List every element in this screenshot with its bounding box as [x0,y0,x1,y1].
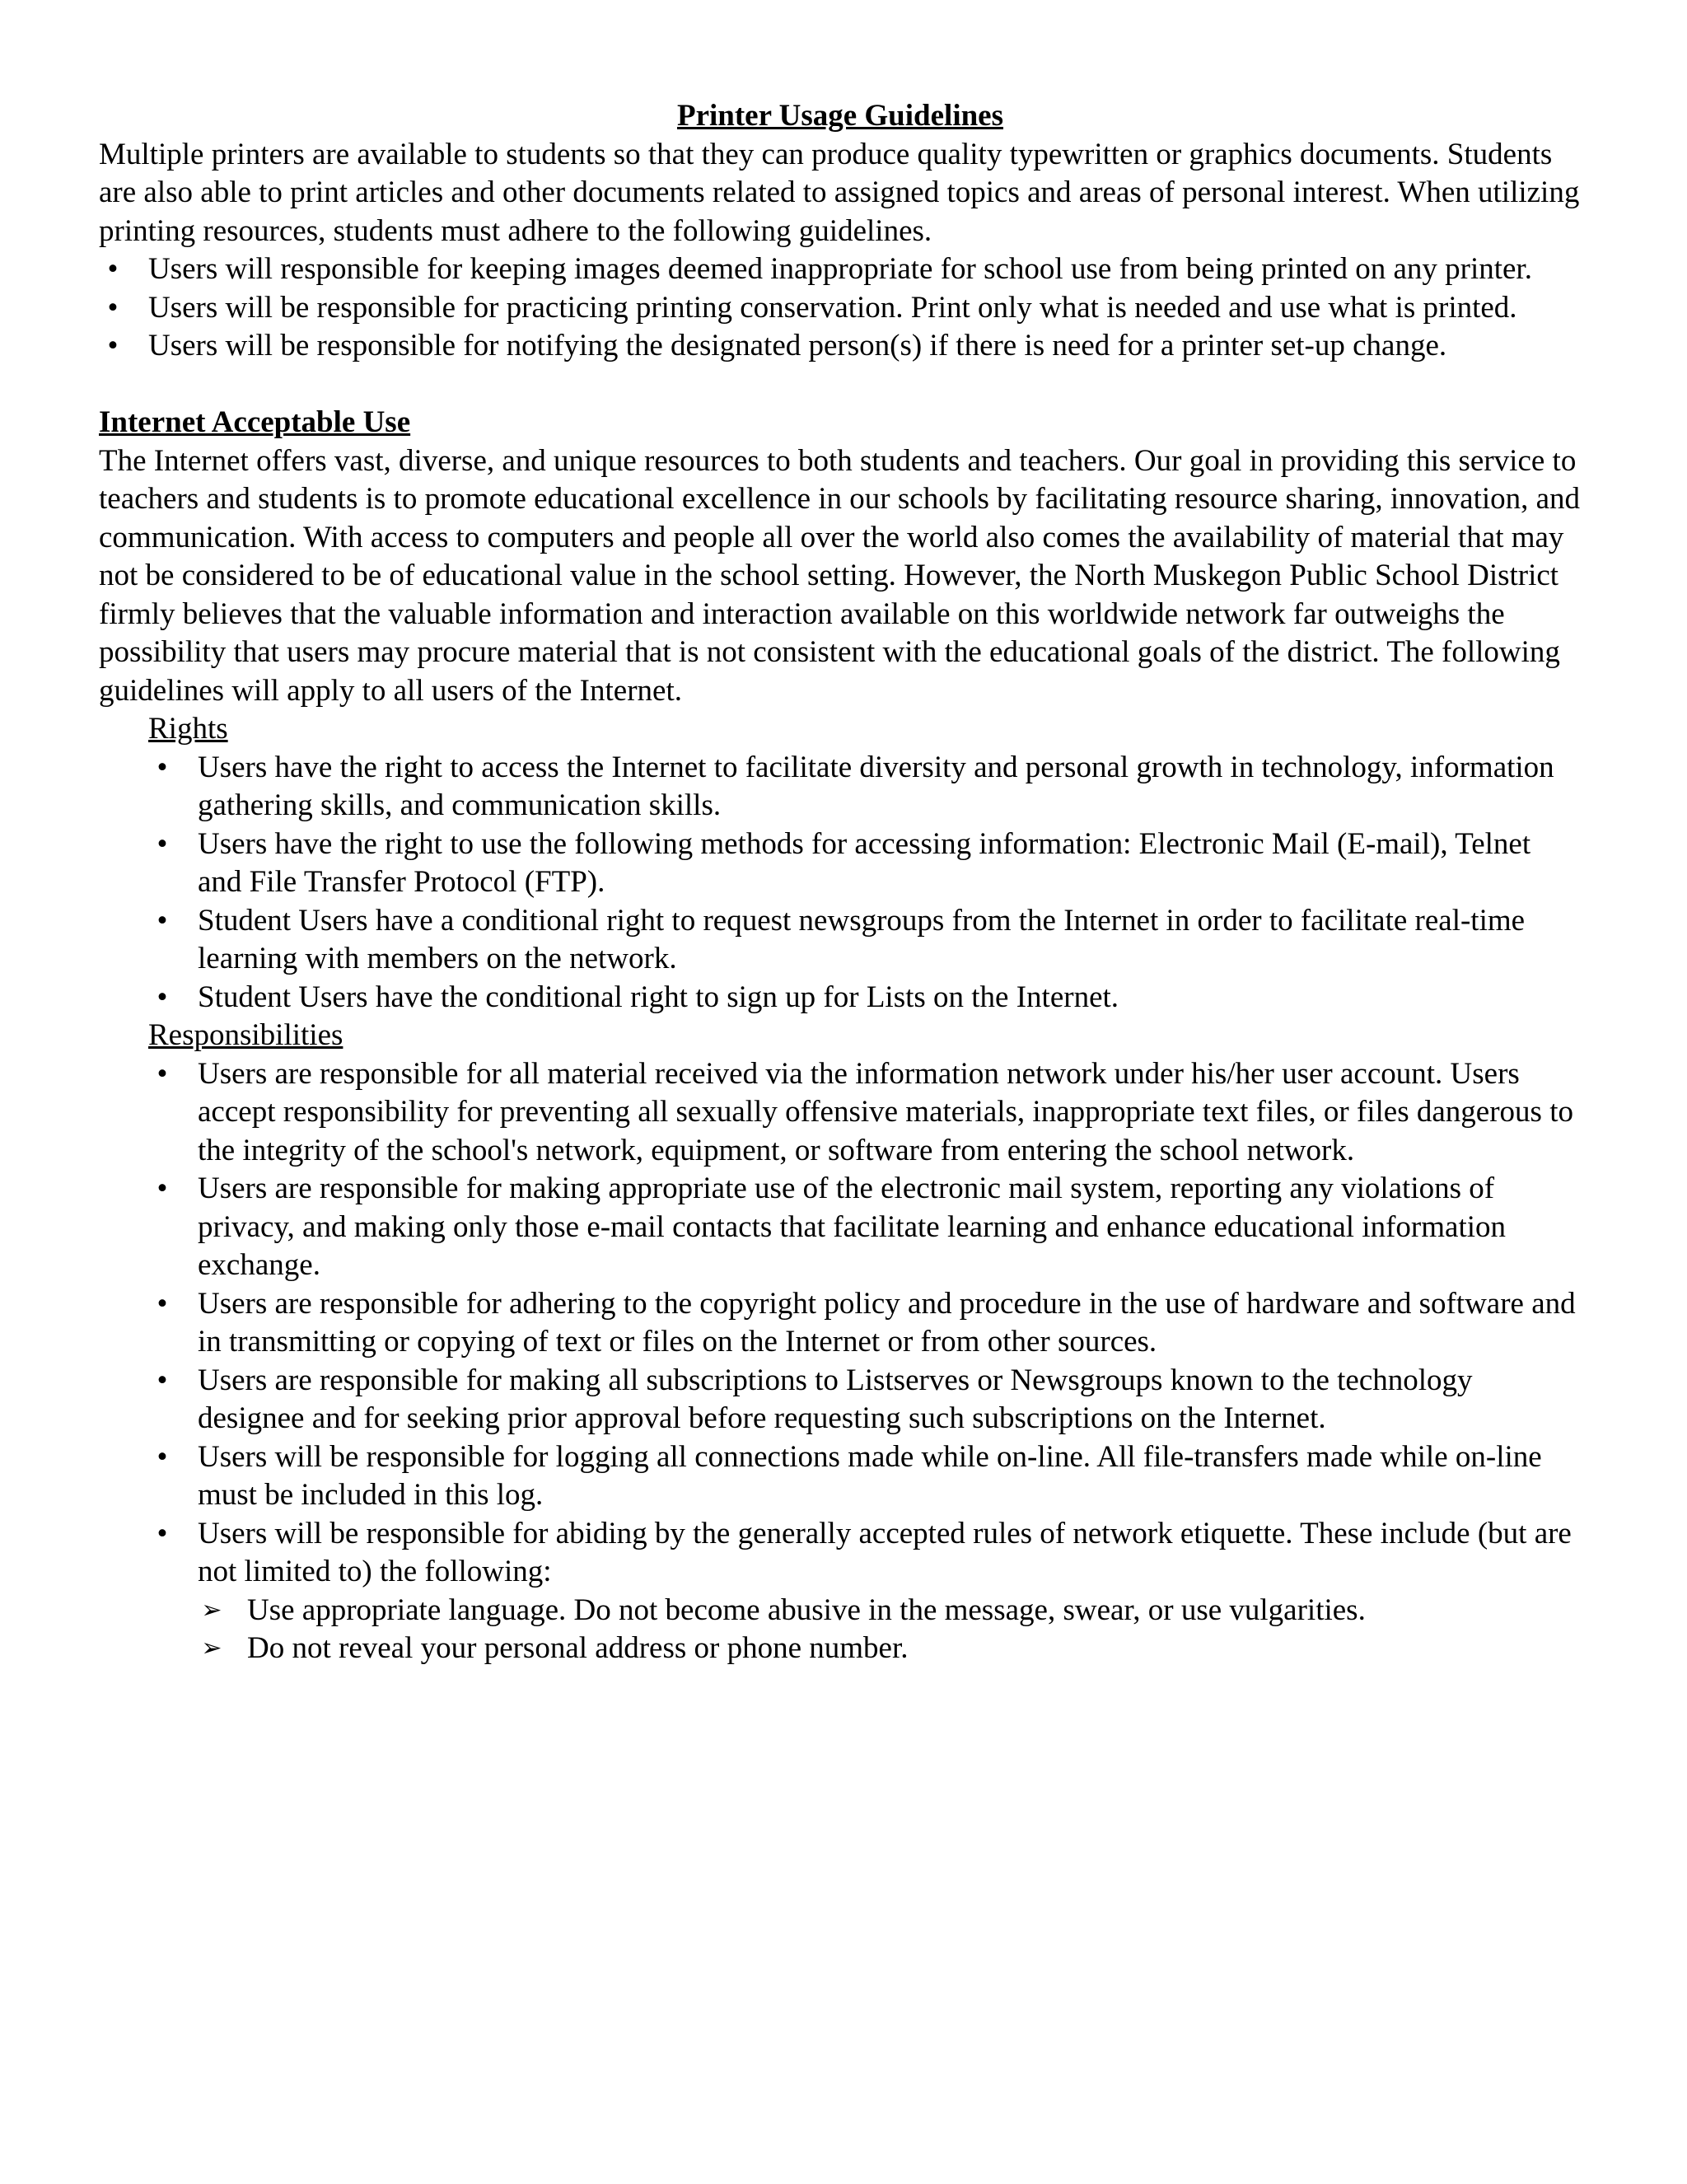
printer-section-title: Printer Usage Guidelines [676,99,1003,133]
list-item [99,289,1582,328]
bullet-icon: • [157,1363,168,1397]
bullet-icon: • [107,252,119,286]
internet-intro-paragraph: The Internet offers vast, diverse, and unique resources to both students and teachers. Our goal in providing this service to teachers and students is to promote educational excellence in our schools by facilitating resource sharing, innovation, and communication. With access to computers and people all over the world also comes the availability of material that may not be considered to be of educational value in the school setting. However, the North Muskegon Public School District firmly believes that the valuable information and interaction available on this worldwide network far outweighs the possibility that users may procure material that is not consistent with the educational goals of the district. The following guidelines will apply to all users of the Internet. [99,443,1581,708]
list-item-text: Users are responsible for making appropriate use of the electronic mail system, reporting any violations of privacy, and making only those e-mail contacts that facilitate learning and enhance educational information exchange. [198,1172,1507,1282]
list-item [99,1170,1582,1285]
bullet-icon: • [157,750,168,784]
rights-list [99,749,1582,1017]
list-item-text: Student Users have a conditional right to request newsgroups from the Internet in order to facilitate real-time learning with members on the network. [198,903,1526,975]
printer-guidelines-list [99,250,1582,366]
list-item-text: Users will responsible for keeping images deemed inappropriate for school use from being printed on any printer. [148,252,1532,286]
list-item-text: Do not reveal your personal address or phone number. [247,1631,909,1665]
list-item-text: Users will be responsible for abiding by the generally accepted rules of network etiquette. These include (but are not limited to) the following: [198,1516,1572,1588]
list-item [99,979,1582,1017]
bullet-icon: • [157,980,168,1014]
list-item-text: Student Users have the conditional right to sign up for Lists on the Internet. [198,980,1119,1014]
list-item [99,1630,1582,1668]
list-item-text: Users have the right to use the following methods for accessing information: Electronic Mail (E-mail), Telnet and File Transfer Protocol (FTP). [198,826,1531,899]
bullet-icon: • [107,290,119,325]
list-item [99,327,1582,366]
responsibilities-heading: Responsibilities [148,1018,343,1052]
list-item [99,1592,1582,1630]
rights-heading: Rights [148,712,228,746]
list-item-text: Users are responsible for all material received via the information network under his/her user account. Users accept responsibility for preventing all sexually offensive materials, inappropriate text files, or files dangerous to the integrity of the school's network, equipment, or software from entering the school network. [198,1056,1573,1167]
list-item-text: Users are responsible for making all subscriptions to Listserves or Newsgroups known to the technology designee and for seeking prior approval before requesting such subscriptions on the Internet. [198,1363,1473,1435]
arrow-bullet-icon: ➢ [201,1634,222,1663]
responsibilities-list [99,1055,1582,1592]
bullet-icon: • [157,1439,168,1474]
list-item [99,902,1582,979]
list-item-text: Users will be responsible for practicing printing conservation. Print only what is needed and use what is printed. [148,290,1517,325]
list-item-text: Users will be responsible for notifying the designated person(s) if there is need for a printer set-up change. [148,329,1447,362]
internet-section-heading: Internet Acceptable Use [99,405,411,439]
list-item [99,1362,1582,1438]
list-item [99,1515,1582,1592]
printer-intro-paragraph: Multiple printers are available to students so that they can produce quality typewritten or graphics documents. Students are also able to print articles and other documents related to assigned topics and areas of personal interest. When utilizing printing resources, students must adhere to the following guidelines. [99,137,1580,248]
list-item [99,1438,1582,1515]
bullet-icon: • [157,1286,168,1321]
bullet-icon: • [157,826,168,861]
list-item [99,749,1582,825]
list-item [99,1055,1582,1171]
bullet-icon: • [157,1516,168,1550]
section-spacer [99,366,1582,405]
bullet-icon: • [107,329,119,362]
list-item-text: Users will be responsible for logging all connections made while on-line. All file-transfers made while on-line must be included in this log. [198,1439,1542,1512]
list-item [99,825,1582,902]
list-item-text: Users are responsible for adhering to the copyright policy and procedure in the use of hardware and software and in transmitting or copying of text or files on the Internet or from other sources. [198,1286,1576,1359]
list-item-text: Use appropriate language. Do not become abusive in the message, swear, or use vulgarities. [247,1592,1366,1627]
etiquette-list [99,1592,1582,1668]
list-item [99,250,1582,289]
list-item [99,1285,1582,1362]
list-item-text: Users have the right to access the Internet to facilitate diversity and personal growth in technology, information gathering skills, and communication skills. [198,750,1554,822]
arrow-bullet-icon: ➢ [201,1595,222,1625]
bullet-icon: • [157,1056,168,1091]
document-page [99,97,1582,1668]
bullet-icon: • [157,1172,168,1205]
bullet-icon: • [157,903,168,938]
